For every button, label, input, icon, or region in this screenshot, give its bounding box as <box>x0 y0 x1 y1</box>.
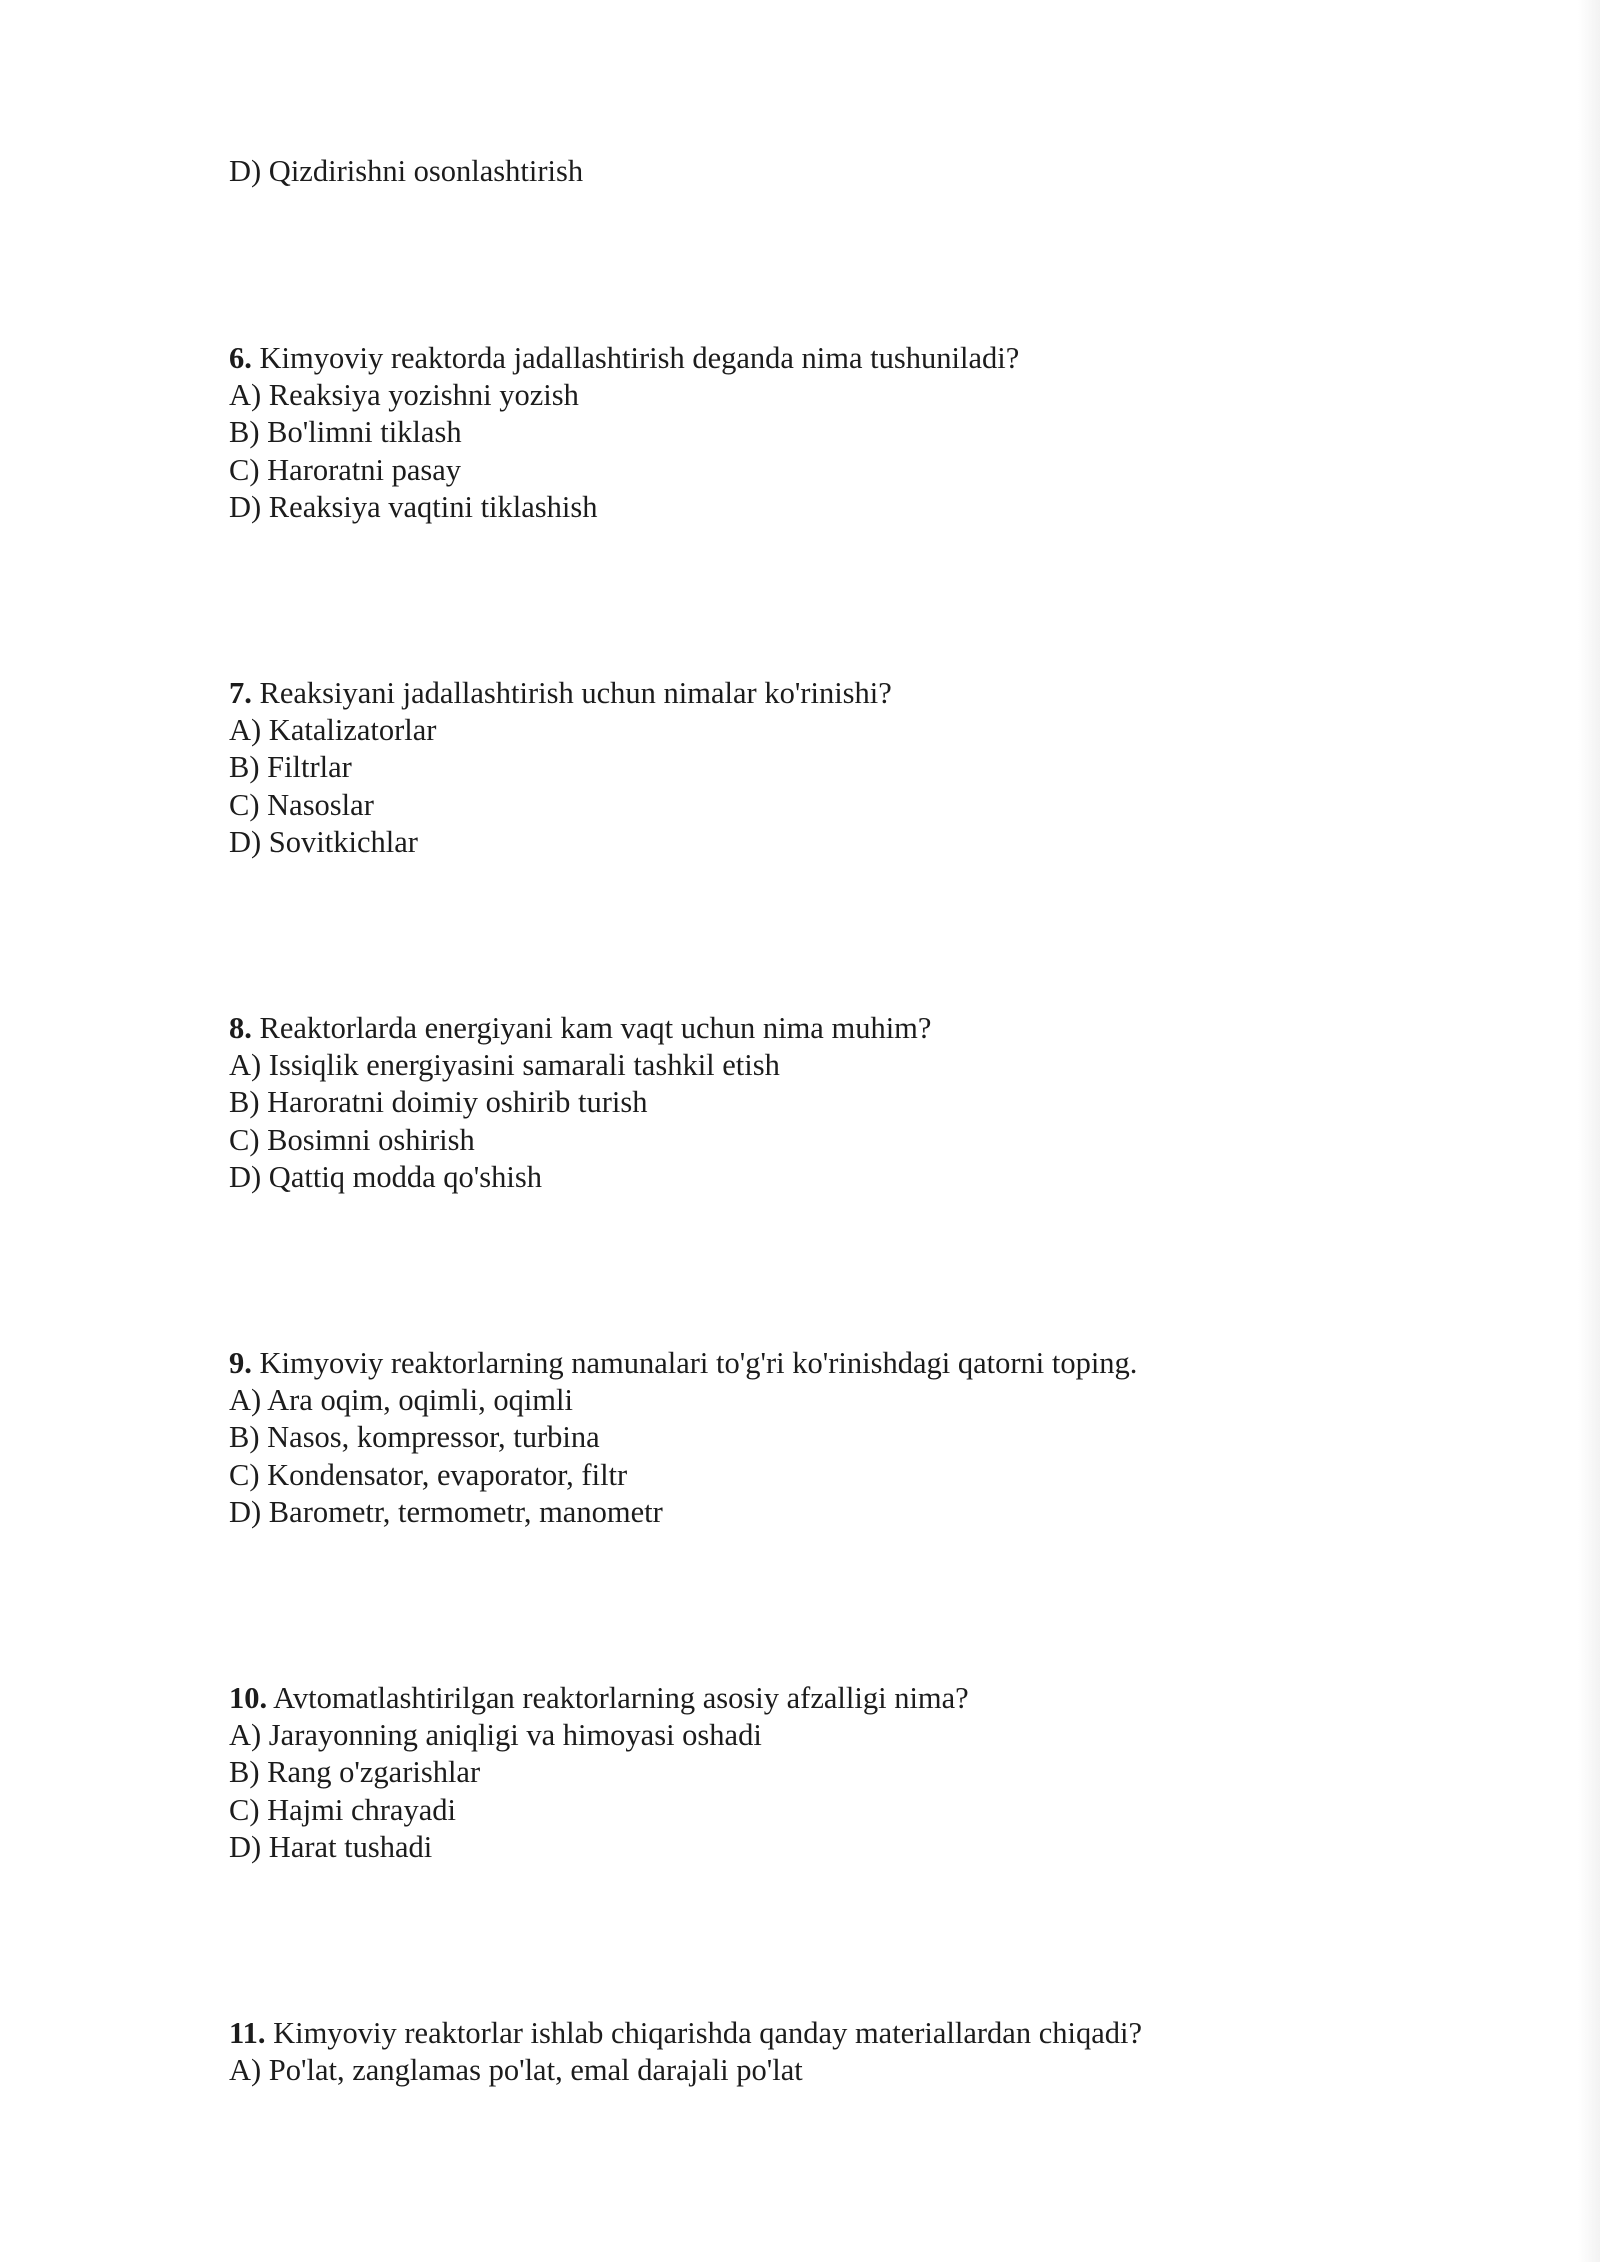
option-line: D) Qizdirishni osonlashtirish <box>229 154 584 188</box>
option-b: B) Filtrlar <box>229 750 352 785</box>
option-a: A) Ara oqim, oqimli, oqimli <box>229 1383 573 1418</box>
question-line <box>229 340 1479 377</box>
option-c: C) Hajmi chrayadi <box>229 1792 456 1827</box>
option-a: A) Katalizatorlar <box>229 713 437 748</box>
question-number: 9. <box>229 1346 252 1380</box>
question-text: Kimyoviy reaktorda jadallashtirish deganda nima tushuniladi? <box>259 341 1020 375</box>
question-7 <box>229 675 1479 861</box>
option-b: B) Rang o'zgarishlar <box>229 1755 481 1790</box>
option-b: B) Haroratni doimiy oshirib turish <box>229 1085 648 1120</box>
option-c: C) Nasoslar <box>229 787 374 822</box>
option-c: C) Bosimni oshirish <box>229 1122 475 1157</box>
option-d: D) Barometr, termometr, manometr <box>229 1494 663 1529</box>
option-a: A) Issiqlik energiyasini samarali tashkil etish <box>229 1048 780 1083</box>
question-number: 6. <box>229 341 252 375</box>
question-line <box>229 1010 1479 1047</box>
question-number: 8. <box>229 1011 252 1045</box>
question-number: 10. <box>229 1681 268 1715</box>
option-b: B) Nasos, kompressor, turbina <box>229 1420 600 1455</box>
question-line <box>229 675 1479 712</box>
question-6 <box>229 340 1479 526</box>
option-d: D) Reaksiya vaqtini tiklashish <box>229 489 598 524</box>
question-9 <box>229 1345 1479 1531</box>
question-8 <box>229 1010 1479 1196</box>
question-number: 11. <box>229 2016 266 2050</box>
option-a: A) Jarayonning aniqligi va himoyasi oshadi <box>229 1718 762 1753</box>
option-d: D) Sovitkichlar <box>229 824 418 859</box>
option-d: D) Qattiq modda qo'shish <box>229 1159 543 1194</box>
question-10 <box>229 1680 1479 1866</box>
question-text: Kimyoviy reaktorlar ishlab chiqarishda qanday materiallardan chiqadi? <box>273 2016 1143 2050</box>
question-text: Reaksiyani jadallashtirish uchun nimalar ko'rinishi? <box>259 676 892 710</box>
page-edge-shadow <box>1578 0 1600 2262</box>
question-line <box>229 2015 1479 2052</box>
question-text: Reaktorlarda energiyani kam vaqt uchun nima muhim? <box>259 1011 932 1045</box>
option-b: B) Bo'limni tiklash <box>229 415 462 450</box>
question-number: 7. <box>229 676 252 710</box>
option-c: C) Haroratni pasay <box>229 452 462 487</box>
option-a: A) Reaksiya yozishni yozish <box>229 378 579 413</box>
option-d: D) Harat tushadi <box>229 1829 433 1864</box>
question-line <box>229 1345 1479 1382</box>
option-a: A) Po'lat, zanglamas po'lat, emal darajali po'lat <box>229 2053 803 2088</box>
question-text: Kimyoviy reaktorlarning namunalari to'g'ri ko'rinishdagi qatorni toping. <box>259 1346 1138 1380</box>
question-text: Avtomatlashtirilgan reaktorlarning asosiy afzalligi nima? <box>273 1681 969 1715</box>
option-c: C) Kondensator, evaporator, filtr <box>229 1457 628 1492</box>
question-11 <box>229 2015 1479 2089</box>
carryover-block <box>229 153 1479 190</box>
question-line <box>229 1680 1479 1717</box>
